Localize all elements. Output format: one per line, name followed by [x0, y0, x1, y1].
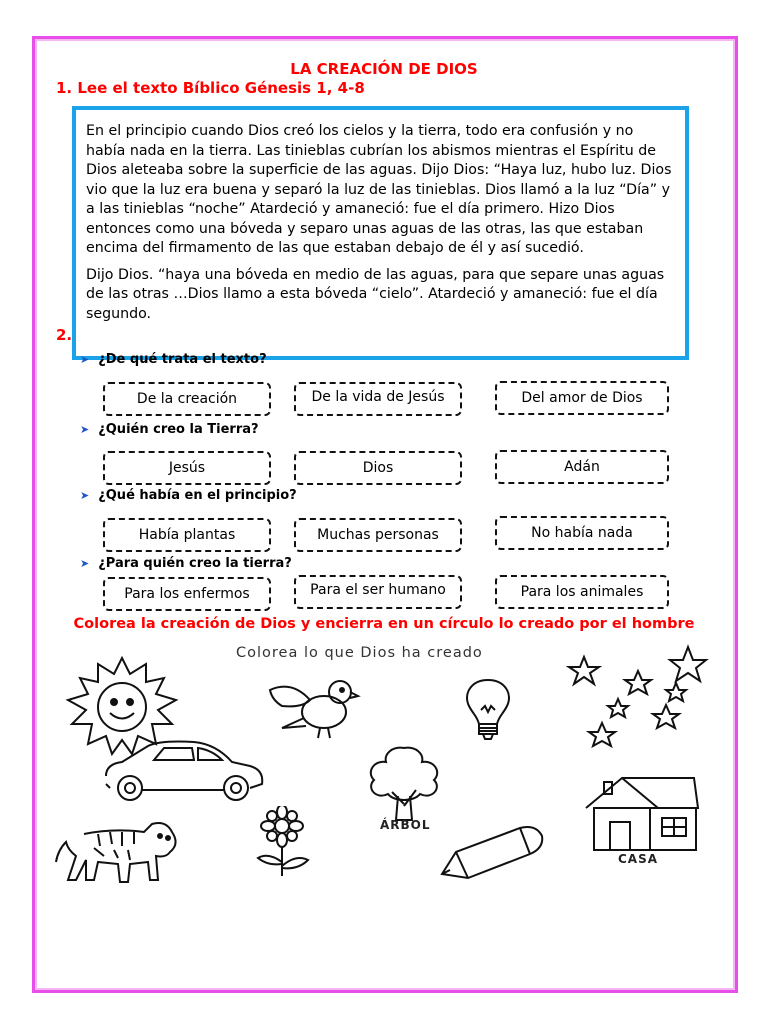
arrow-bullet-icon: ➤ [80, 353, 90, 366]
house-drawing[interactable] [582, 774, 702, 854]
house-label: CASA [618, 852, 659, 866]
coloring-instruction: Colorea la creación de Dios y encierra en un círculo lo creado por el hombre [73, 616, 695, 632]
question-4 [80, 556, 292, 571]
option-2c[interactable]: Adán [495, 450, 669, 484]
bible-passage-box [72, 106, 689, 360]
question-1 [80, 352, 267, 367]
worksheet-title: LA CREACIÓN DE DIOS [290, 60, 478, 78]
car-drawing[interactable] [100, 738, 268, 804]
tree-label: ÁRBOL [380, 818, 431, 832]
arrow-bullet-icon: ➤ [80, 557, 90, 570]
tree-drawing[interactable] [358, 744, 450, 824]
question-4-text: ¿Para quién creo la tierra? [98, 556, 292, 571]
bird-drawing[interactable] [262, 670, 362, 742]
option-4a[interactable]: Para los enfermos [103, 577, 271, 611]
question-2 [80, 422, 259, 437]
section-2-number: 2. [56, 326, 73, 344]
arrow-bullet-icon: ➤ [80, 489, 90, 502]
option-3c[interactable]: No había nada [495, 516, 669, 550]
flower-drawing[interactable] [238, 806, 324, 878]
section-1-heading: 1. Lee el texto Bíblico Génesis 1, 4-8 [56, 79, 365, 97]
light-bulb-drawing[interactable] [455, 676, 521, 742]
option-1b[interactable]: De la vida de Jesús [294, 382, 462, 416]
question-3 [80, 488, 297, 503]
question-3-text: ¿Qué había en el principio? [98, 488, 297, 503]
artwork-caption: Colorea lo que Dios ha creado [236, 645, 483, 661]
passage-paragraph-1: En el principio cuando Dios creó los cielos y la tierra, todo era confusión y no había nada en la tierra. Las tinieblas cubrían los abismos mientras el Espíritu de Dios aleteaba sobre la superficie de las aguas. Dijo Dios: “Haya luz, hubo luz. Dios vio que la luz era buena y separó la luz de las tinieblas. Dios llamó a la luz “Día” y a las tinieblas “noche” Atardeció y amaneció: fue el día primero. Hizo Dios entonces como una bóveda y separo unas aguas de las otras, las que estaban encima del firmamento de las que estaban debajo de él y así sucedió. [86, 123, 672, 256]
question-2-text: ¿Quién creo la Tierra? [98, 422, 259, 437]
tiger-drawing[interactable] [54, 820, 184, 886]
option-2a[interactable]: Jesús [103, 451, 271, 485]
passage-paragraph-2: Dijo Dios. “haya una bóveda en medio de las aguas, para que separe unas aguas de las otras …Dios llamo a esta bóveda “cielo”. Atardeció y amaneció: fue el día segundo. [86, 266, 665, 322]
arrow-bullet-icon: ➤ [80, 423, 90, 436]
option-4c[interactable]: Para los animales [495, 575, 669, 609]
option-2b[interactable]: Dios [294, 451, 462, 485]
option-4b[interactable]: Para el ser humano [294, 575, 462, 609]
stars-drawing[interactable] [566, 643, 722, 755]
option-3b[interactable]: Muchas personas [294, 518, 462, 552]
option-3a[interactable]: Había plantas [103, 518, 271, 552]
pencil-drawing[interactable] [432, 822, 550, 882]
question-1-text: ¿De qué trata el texto? [98, 352, 267, 367]
option-1c[interactable]: Del amor de Dios [495, 381, 669, 415]
option-1a[interactable]: De la creación [103, 382, 271, 416]
